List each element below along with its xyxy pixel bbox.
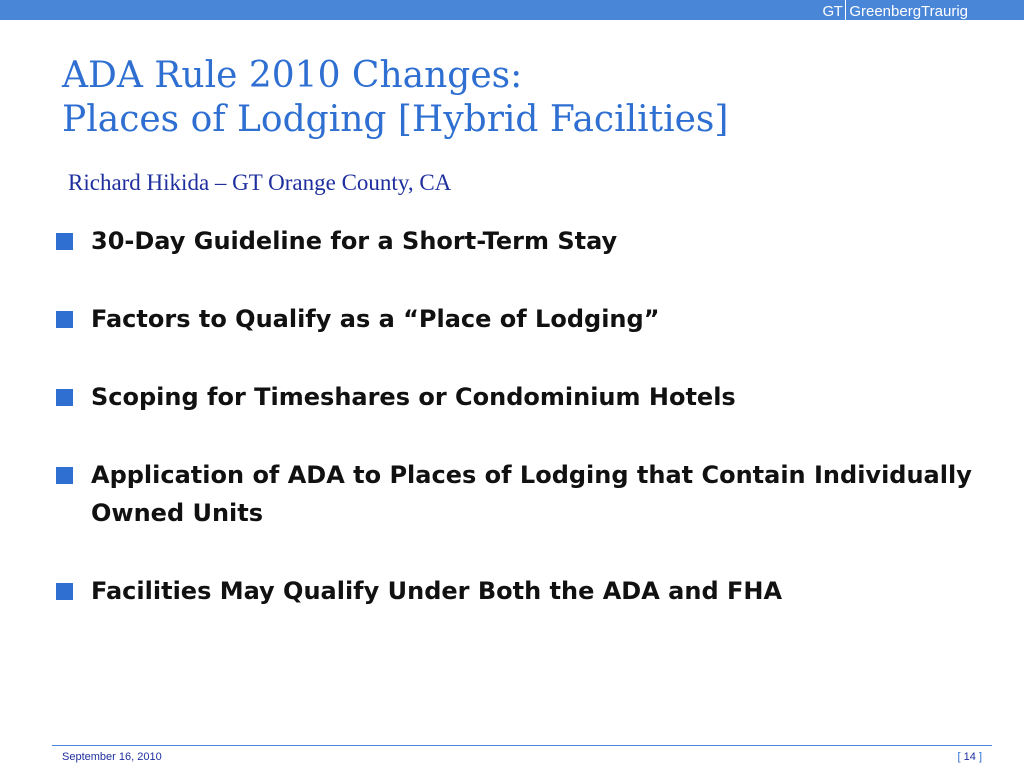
bullet-text: Facilities May Qualify Under Both the ADA and FHA [91,577,783,605]
slide-subtitle: Richard Hikida – GT Orange County, CA [68,170,452,195]
bullet-item [56,300,986,338]
page-number [958,751,983,763]
square-bullet-icon [56,583,73,600]
page-bracket-close: ] [978,751,982,763]
page-number-value: 14 [963,751,976,763]
logo-company-name: GreenbergTraurig [849,3,968,20]
bullet-item [56,378,986,416]
footer-date: September 16, 2010 [62,751,162,763]
logo-divider [845,0,846,24]
square-bullet-icon [56,467,73,484]
bullet-text: 30-Day Guideline for a Short-Term Stay [91,227,618,255]
footer-divider [52,745,992,746]
greenberg-traurig-logo [822,0,968,24]
square-bullet-icon [56,311,73,328]
slide-title-line-1: ADA Rule 2010 Changes: [62,55,523,96]
bullet-item [56,222,986,260]
square-bullet-icon [56,389,73,406]
slide-title [62,54,728,142]
page-bracket-open: [ [957,751,961,763]
bullet-text: Factors to Qualify as a “Place of Lodging” [91,305,660,333]
slide-title-line-2: Places of Lodging [Hybrid Facilities] [62,99,729,140]
bullet-list [56,222,986,650]
logo-gt-mark: GT [822,3,843,20]
bullet-item [56,456,986,532]
square-bullet-icon [56,233,73,250]
bullet-text: Application of ADA to Places of Lodging that Contain Individually Owned Units [91,461,972,527]
bullet-text: Scoping for Timeshares or Condominium Hotels [91,383,736,411]
bullet-item [56,572,986,610]
